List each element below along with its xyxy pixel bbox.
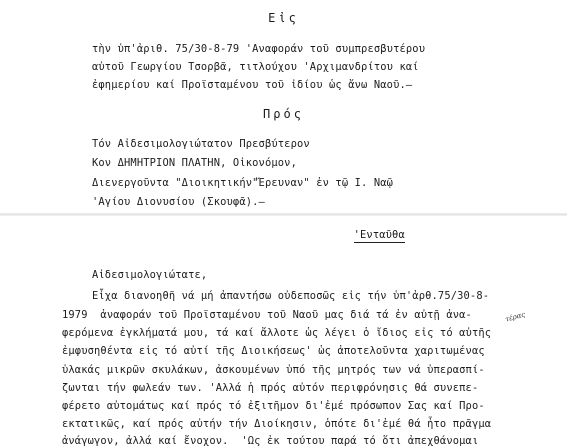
salutation: Αἰδεσιμολογιώτατε, — [92, 269, 208, 281]
addressee-line-2: Κον ΔΗΜΗΤΡΙΟΝ ΠΛΑΤΗΝ, Οἰκονόμον, — [92, 157, 297, 169]
paper-fold-line — [0, 213, 567, 216]
addressee-line-4: 'Αγίου Διονυσίου (Σκουφᾶ).— — [92, 196, 265, 208]
body-line-3: φερόμενα ἐγκλήματά μου, τά καί ἄλλοτε ὡς λέγει ὁ ἴδιος εἰς τό αὐτῆς — [62, 327, 492, 339]
body-line-6: ζωνται τήν φωλεάν των. 'Αλλά ἡ πρός αὐτόν περιφρόνησις θά συνεπε- — [62, 382, 479, 394]
heading-pros: Πρός — [263, 107, 304, 121]
handwritten-note: τέρας — [504, 310, 527, 324]
reference-line-3: ἐφημερίου καί Προϊσταμένου τοῦ ἰδίου ὡς ἄνω Ναοῦ.— — [92, 79, 413, 91]
entautha-label: 'Ενταῦθα — [353, 229, 405, 241]
body-line-4: ἐμφυσηθέντα εἰς τό αὐτί τῆς Διοικήσεως' ὡς ἀποτελοῦντα χαριτωμένας — [62, 345, 485, 357]
reference-line-1: τὴν ὑπ'ἀριθ. 75/30-8-79 'Αναφοράν τοῦ συμπρεσβυτέρου — [92, 43, 426, 55]
reference-line-2: αὐτοῦ Γεωργίου Τσορβᾶ, τιτλούχου 'Αρχιμανδρίτου καί — [92, 61, 419, 73]
addressee-line-1: Τόν Αἰδεσιμολογιώτατον Πρεσβύτερον — [92, 138, 310, 150]
body-line-8: εκτατικῶς, καί πρός αὐτήν τήν Διοίκησιν, ὁπότε δι'ἐμέ θά ἦτο πρᾶγμα — [62, 418, 492, 430]
body-line-7: φέρετο αὐτομάτως καί πρός τό ἐξιτῆμον δι'ἐμέ πρόσωπον Σας καί Προ- — [62, 400, 485, 412]
body-line-1: Εἶχα διανοηθῆ νά μή ἀπαντήσω οὐδεποσῶς εἰς τήν ὑπ'ἀρθ.75/30-8- — [92, 290, 490, 302]
entautha-wrapper — [328, 217, 405, 253]
body-line-9: ἀνάγωγον, ἀλλά καί ἔνοχον. 'Ως ἐκ τούτου παρά τό ὅτι ἀπεχθάνομαι — [62, 435, 479, 447]
addressee-line-3: Διενεργοῦντα "Διοικητικήν"Ἔρευναν" ἐν τῷ Ι. Ναῷ — [92, 177, 394, 189]
body-line-5: ὑλακάς μικρῶν σκυλάκων, ἀσκουμένων ὑπό τῆς μητρός των νά ὑπερασπί- — [62, 364, 485, 376]
heading-eis: Εἰς — [268, 11, 299, 25]
body-line-2: 1979 ἀναφοράν τοῦ Προϊσταμένου τοῦ Ναοῦ μας διά τά ἐν αὐτῇ ἀνα- — [62, 309, 472, 321]
